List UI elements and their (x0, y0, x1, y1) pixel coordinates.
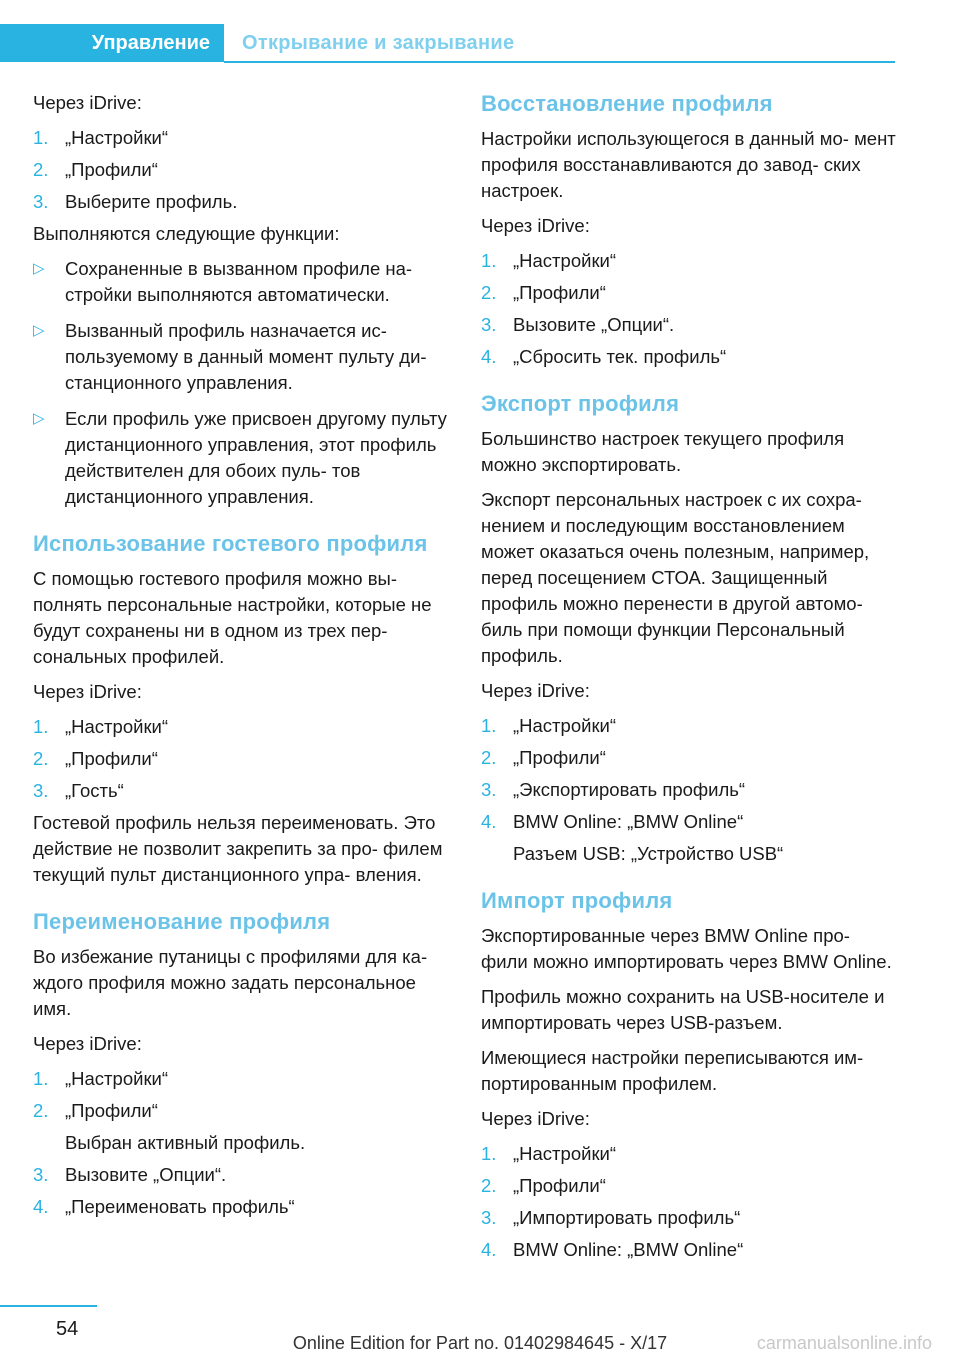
step-number: 2. (33, 1100, 49, 1121)
list-item (33, 1098, 453, 1124)
step-text: „Настройки“ (65, 1068, 169, 1089)
bullet-text: Сохраненные в вызванном профиле на- стройки выполняются автоматически. (65, 258, 413, 305)
steps-import (481, 1141, 896, 1263)
steps-rename (33, 1066, 453, 1220)
list-item (33, 1194, 453, 1220)
export-profile-body2: Экспорт персональных настроек с их сохра- нением и последующим восстановлением может оказаться очень полезным, например, перед посещением СТОА. Защищенный профиль можно перенести в другой автомо- биль при помощи функции Персональный профиль. (481, 489, 870, 666)
restore-profile-heading: Восстановление профиля (481, 91, 773, 116)
list-item (33, 778, 453, 804)
restore-via-text: Через iDrive: (481, 215, 590, 236)
import-profile-heading: Импорт профиля (481, 888, 673, 913)
step-number: 4. (33, 1196, 49, 1217)
list-item (33, 125, 453, 151)
step-number: 4. (481, 811, 497, 832)
bullet-text: Вызванный профиль назначается ис- пользуемому в данный момент пульту ди- станционного управления. (65, 320, 427, 393)
step-text: „Импортировать профиль“ (513, 1207, 741, 1228)
step-text: „Настройки“ (65, 716, 169, 737)
guest-profile-heading: Использование гостевого профиля (33, 531, 428, 556)
step-text: „Сбросить тек. профиль“ (513, 346, 727, 367)
page-header (0, 24, 895, 62)
step-number: 1. (33, 716, 49, 737)
list-item (33, 256, 453, 308)
page-number: 54 (56, 1318, 79, 1340)
step-number: 2. (33, 748, 49, 769)
list-item (33, 157, 453, 183)
step-text: „Настройки“ (65, 127, 169, 148)
guest-note: Гостевой профиль нельзя переименовать. Это действие не позволит закрепить за про- филем текущий пульт дистанционного упра- вления. (33, 812, 443, 885)
steps-restore (481, 248, 896, 370)
step-text: „Профили“ (513, 747, 606, 768)
step-number: 3. (33, 191, 49, 212)
step-text: „Профили“ (513, 282, 606, 303)
step-number: 1. (481, 715, 497, 736)
step-number: 3. (33, 1164, 49, 1185)
rename-profile-heading: Переименование профиля (33, 909, 331, 934)
step-number: 4. (481, 1239, 497, 1260)
import-profile-body3: Имеющиеся настройки переписываются им- портированным профилем. (481, 1047, 864, 1094)
list-item (33, 1162, 453, 1188)
step-text: „Гость“ (65, 780, 124, 801)
header-rule (224, 61, 895, 63)
step-number: 1. (33, 127, 49, 148)
step-number: 3. (481, 779, 497, 800)
list-item (481, 1205, 896, 1231)
step-number: 2. (481, 747, 497, 768)
step-subtext: Выбран активный профиль. (65, 1132, 306, 1153)
left-column (33, 90, 453, 1226)
triangle-bullet-icon: ▷ (33, 260, 45, 277)
list-item (481, 809, 896, 835)
step-text: „Переименовать профиль“ (65, 1196, 295, 1217)
export-profile-heading: Экспорт профиля (481, 391, 680, 416)
export-via-text: Через iDrive: (481, 680, 590, 701)
triangle-bullet-icon: ▷ (33, 322, 45, 339)
bullet-text: Если профиль уже присвоен другому пульту дистанционного управления, этот профиль действителен для обоих пуль- тов дистанционного управления. (65, 408, 447, 507)
step-subtext: Разъем USB: „Устройство USB“ (513, 843, 784, 864)
list-item (33, 714, 453, 740)
export-profile-body1: Большинство настроек текущего профиля можно экспортировать. (481, 428, 845, 475)
step-text: „Настройки“ (513, 250, 617, 271)
list-item (481, 344, 896, 370)
step-text: „Профили“ (513, 1175, 606, 1196)
guest-via-text: Через iDrive: (33, 681, 142, 702)
step-number: 2. (481, 282, 497, 303)
list-item (481, 713, 896, 739)
steps-guest (33, 714, 453, 804)
step-number: 1. (33, 1068, 49, 1089)
steps-select-profile (33, 125, 453, 215)
list-item (481, 312, 896, 338)
rename-via-text: Через iDrive: (33, 1033, 142, 1054)
step-text: „Настройки“ (513, 715, 617, 736)
list-item (33, 1066, 453, 1092)
list-item (481, 1237, 896, 1263)
footer-rule (0, 1305, 97, 1307)
list-item (481, 1141, 896, 1167)
step-text: „Настройки“ (513, 1143, 617, 1164)
step-text: Вызовите „Опции“. (65, 1164, 227, 1185)
import-profile-body2: Профиль можно сохранить на USB-носителе и импортировать через USB-разъем. (481, 986, 885, 1033)
chapter-title: Открывание и закрывание (242, 32, 515, 54)
step-text: „Профили“ (65, 748, 158, 769)
intro-text: Через iDrive: (33, 92, 142, 113)
step-number: 3. (481, 314, 497, 335)
step-text: „Профили“ (65, 1100, 158, 1121)
triangle-bullet-icon: ▷ (33, 410, 45, 427)
list-item (33, 318, 453, 396)
list-item (33, 746, 453, 772)
list-item (481, 248, 896, 274)
right-column (481, 90, 896, 1269)
functions-list (33, 256, 453, 510)
list-item (481, 280, 896, 306)
step-number: 3. (481, 1207, 497, 1228)
list-item (481, 745, 896, 771)
step-text: Выберите профиль. (65, 191, 238, 212)
section-tab: Управление (0, 24, 224, 62)
step-number: 1. (481, 1143, 497, 1164)
step-number: 2. (481, 1175, 497, 1196)
list-item (33, 189, 453, 215)
guest-profile-body: С помощью гостевого профиля можно вы- полнять персональные настройки, которые не будут сохранены ни в одном из трех пер- сональных профилей. (33, 568, 432, 667)
step-text: BMW Online: „BMW Online“ (513, 811, 744, 832)
functions-label: Выполняются следующие функции: (33, 223, 340, 244)
import-via-text: Через iDrive: (481, 1108, 590, 1129)
steps-export (481, 713, 896, 867)
watermark: carmanualsonline.info (756, 1333, 932, 1353)
list-item (481, 777, 896, 803)
restore-profile-body: Настройки использующегося в данный мо- мент профиля восстанавливаются до завод- ских настроек. (481, 128, 896, 201)
step-number: 2. (33, 159, 49, 180)
import-profile-body1: Экспортированные через BMW Online про- фили можно импортировать через BMW Online. (481, 925, 892, 972)
edition-line: Online Edition for Part no. 01402984645 - X/17 (292, 1333, 668, 1353)
step-number: 1. (481, 250, 497, 271)
step-text: „Экспортировать профиль“ (513, 779, 746, 800)
list-item (481, 1173, 896, 1199)
step-text: Вызовите „Опции“. (513, 314, 675, 335)
step-number: 3. (33, 780, 49, 801)
step-text: BMW Online: „BMW Online“ (513, 1239, 744, 1260)
step-text: „Профили“ (65, 159, 158, 180)
rename-profile-body: Во избежание путаницы с профилями для ка- ждого профиля можно задать персональное имя. (33, 946, 428, 1019)
list-item (33, 406, 453, 510)
step-number: 4. (481, 346, 497, 367)
